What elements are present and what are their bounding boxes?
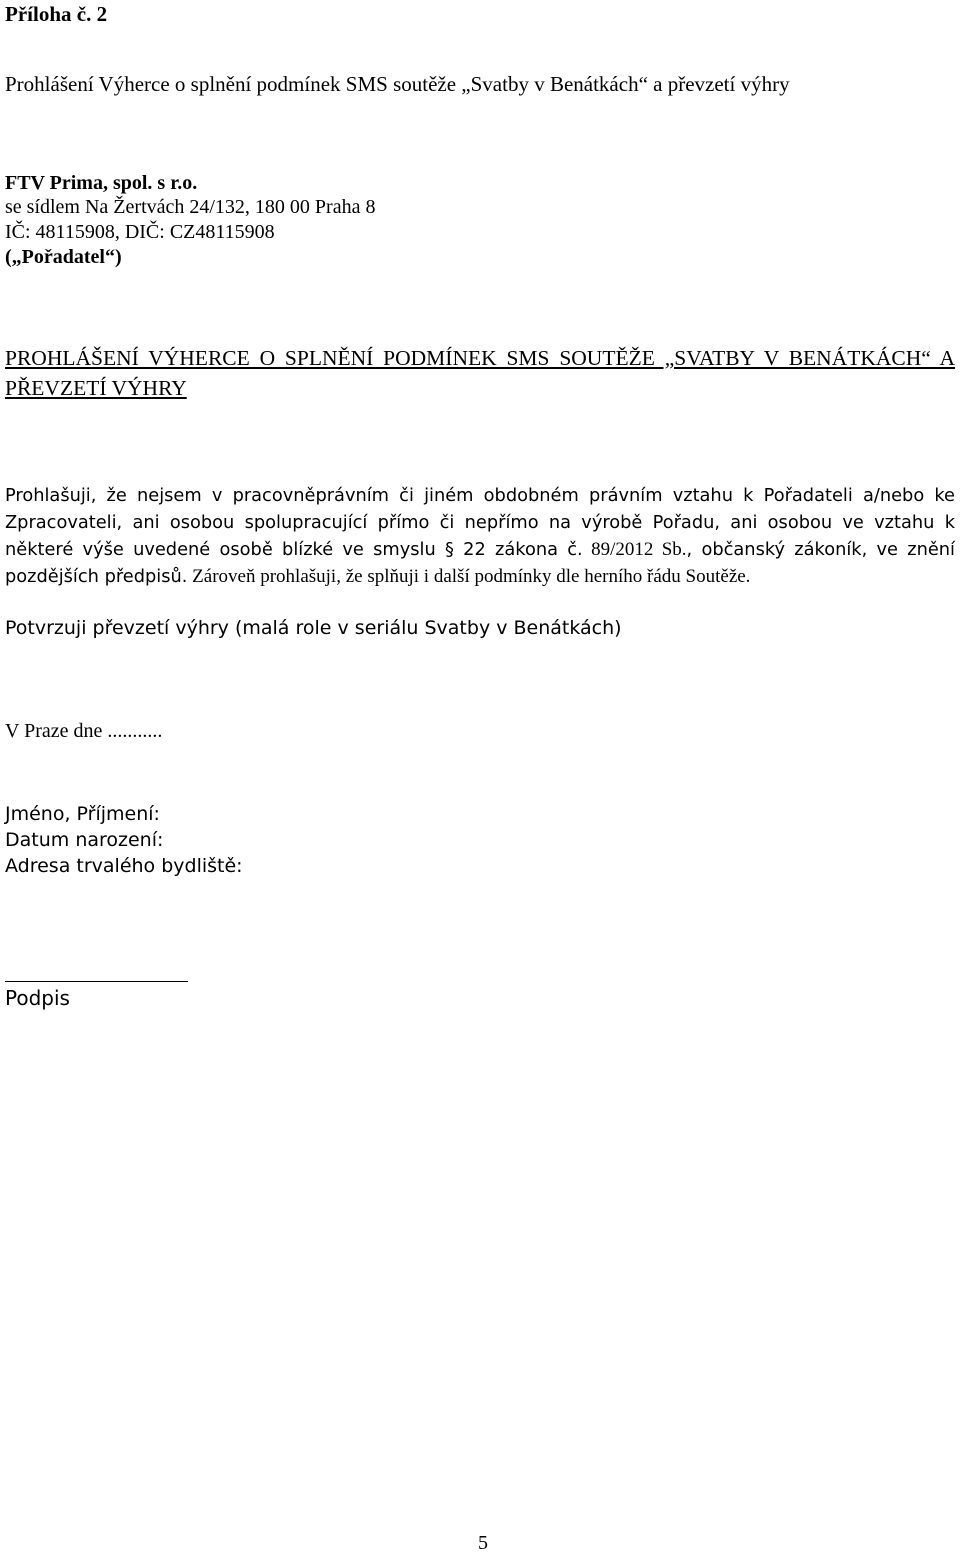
prize-confirmation: Potvrzuji převzetí výhry (malá role v seriálu Svatby v Benátkách) <box>5 617 622 639</box>
place-date-line: V Praze dne ........... <box>5 720 163 742</box>
document-subtitle: Prohlášení Výherce o splnění podmínek SMS soutěže „Svatby v Benátkách“ a převzetí výhry <box>5 72 790 96</box>
declaration-heading: PROHLÁŠENÍ VÝHERCE O SPLNĚNÍ PODMÍNEK SMS SOUTĚŽE „SVATBY V BENÁTKÁCH“ A PŘEVZETÍ VÝHRY <box>5 346 955 400</box>
organizer-role: („Pořadatel“) <box>5 246 122 268</box>
declaration-text-part1: Prohlašuji, že nejsem v pracovněprávním či jiném obdobném právním vztahu k Pořadateli a/nebo ke Zpracovateli, ani osobou spolupracující přímo či nepřímo na výrobě Pořadu, ani osobou ve vztahu k některé výše uvedené osobě blízké ve smyslu § 22 zákona č. <box>5 485 955 560</box>
organizer-seat: se sídlem Na Žertvách 24/132, 180 00 Praha 8 <box>5 196 376 218</box>
annex-label: Příloha č. 2 <box>5 2 108 26</box>
signature-label: Podpis <box>5 986 70 1010</box>
name-field-label: Jméno, Příjmení: <box>5 803 160 825</box>
declaration-text-part3: , občanský zákoník, ve znění pozdějších předpisů. <box>5 539 955 587</box>
birth-date-field-label: Datum narození: <box>5 829 164 851</box>
declaration-paragraph <box>5 482 955 590</box>
page-number: 5 <box>478 1532 488 1554</box>
law-reference: 89/2012 Sb. <box>582 539 687 560</box>
address-field-label: Adresa trvalého bydliště: <box>5 855 243 877</box>
declaration-text-part4: Zároveň prohlašuji, že splňuji i další podmínky dle herního řádu Soutěže. <box>187 566 751 587</box>
signature-line <box>5 981 188 982</box>
organizer-ids: IČ: 48115908, DIČ: CZ48115908 <box>5 221 275 243</box>
organizer-name: FTV Prima, spol. s r.o. <box>5 172 198 194</box>
